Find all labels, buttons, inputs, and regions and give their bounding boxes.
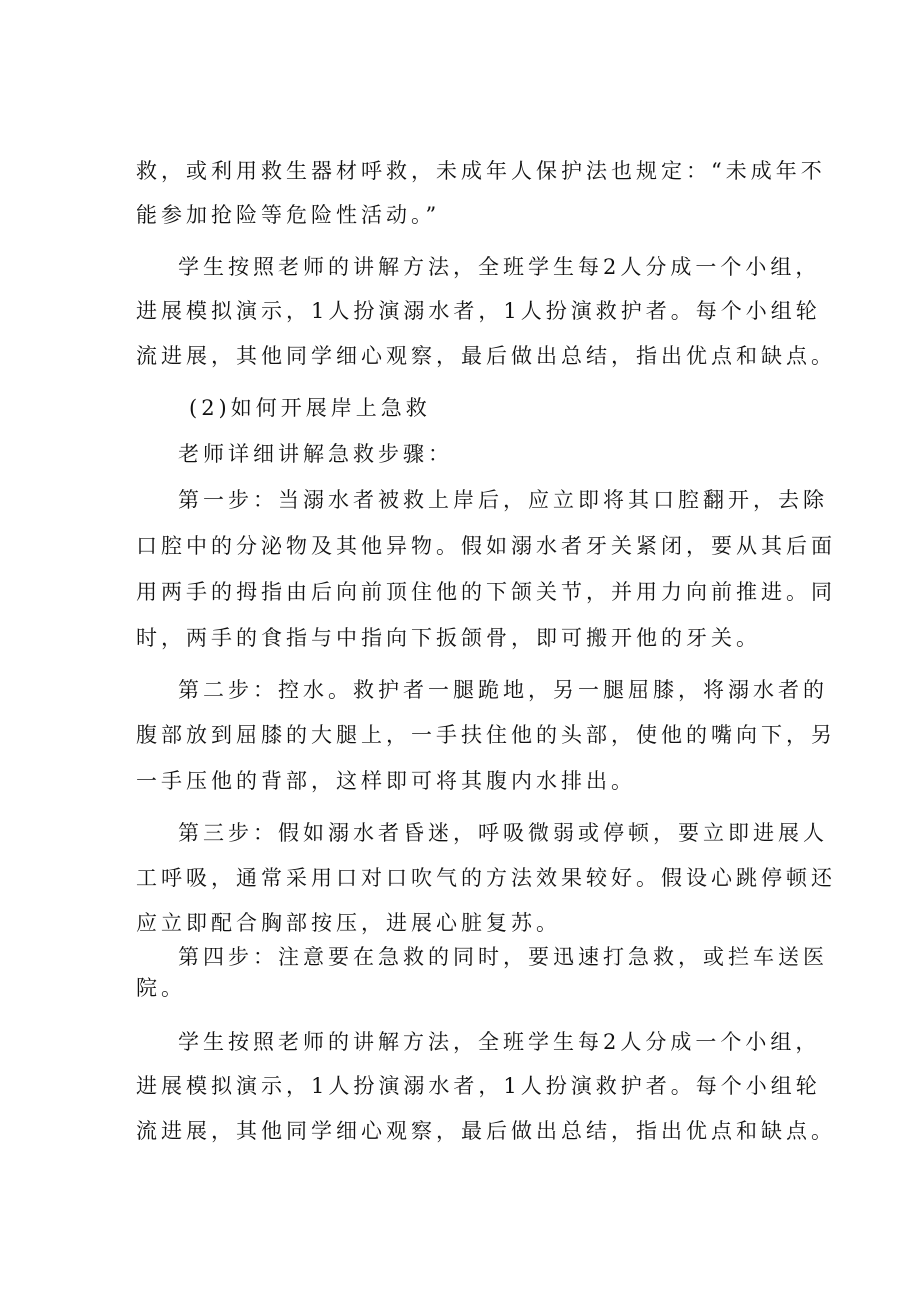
text-line-5: 流进展，其他同学细心观察，最后做出总结，指出优点和缺点。 (136, 344, 836, 368)
text-line-4: 进展模拟演示，1人扮演溺水者，1人扮演救护者。每个小组轮 (136, 299, 821, 323)
text-line-10: 用两手的拇指由后向前顶住他的下颌关节，并用力向前推进。同 (136, 580, 836, 604)
text-line-11: 时，两手的食指与中指向下扳颌骨，即可搬开他的牙关。 (136, 626, 761, 650)
text-line-3: 学生按照老师的讲解方法，全班学生每2人分成一个小组， (178, 255, 821, 279)
text-line-21: 进展模拟演示，1人扮演溺水者，1人扮演救护者。每个小组轮 (136, 1074, 821, 1098)
text-line-16: 工呼吸，通常采用口对口吹气的方法效果较好。假设心跳停顿还 (136, 866, 836, 890)
text-line-19: 院。 (136, 976, 186, 1000)
text-line-18: 第四步：注意要在急救的同时，要迅速打急救，或拦车送医 (178, 945, 828, 969)
text-line-15: 第三步：假如溺水者昏迷，呼吸微弱或停顿，要立即进展人 (178, 821, 828, 845)
text-line-9: 口腔中的分泌物及其他异物。假如溺水者牙关紧闭，要从其后面 (136, 534, 836, 558)
text-line-17: 应立即配合胸部按压，进展心脏复苏。 (136, 911, 561, 935)
text-line-2: 能参加抢险等危险性活动。” (136, 203, 441, 227)
text-line-13: 腹部放到屈膝的大腿上，一手扶住他的头部，使他的嘴向下，另 (136, 723, 836, 747)
text-line-12: 第二步：控水。救护者一腿跪地，另一腿屈膝，将溺水者的 (178, 678, 828, 702)
text-line-8: 第一步：当溺水者被救上岸后，应立即将其口腔翻开，去除 (178, 488, 828, 512)
section-heading: (2)如何开展岸上急救 (189, 396, 431, 420)
text-line-22: 流进展，其他同学细心观察，最后做出总结，指出优点和缺点。 (136, 1119, 836, 1143)
text-line-20: 学生按照老师的讲解方法，全班学生每2人分成一个小组， (178, 1030, 821, 1054)
text-line-1: 救，或利用救生器材呼救，未成年人保护法也规定：“未成年不 (136, 159, 826, 183)
text-line-7: 老师详细讲解急救步骤： (178, 442, 453, 466)
text-line-14: 一手压他的背部，这样即可将其腹内水排出。 (136, 769, 636, 793)
